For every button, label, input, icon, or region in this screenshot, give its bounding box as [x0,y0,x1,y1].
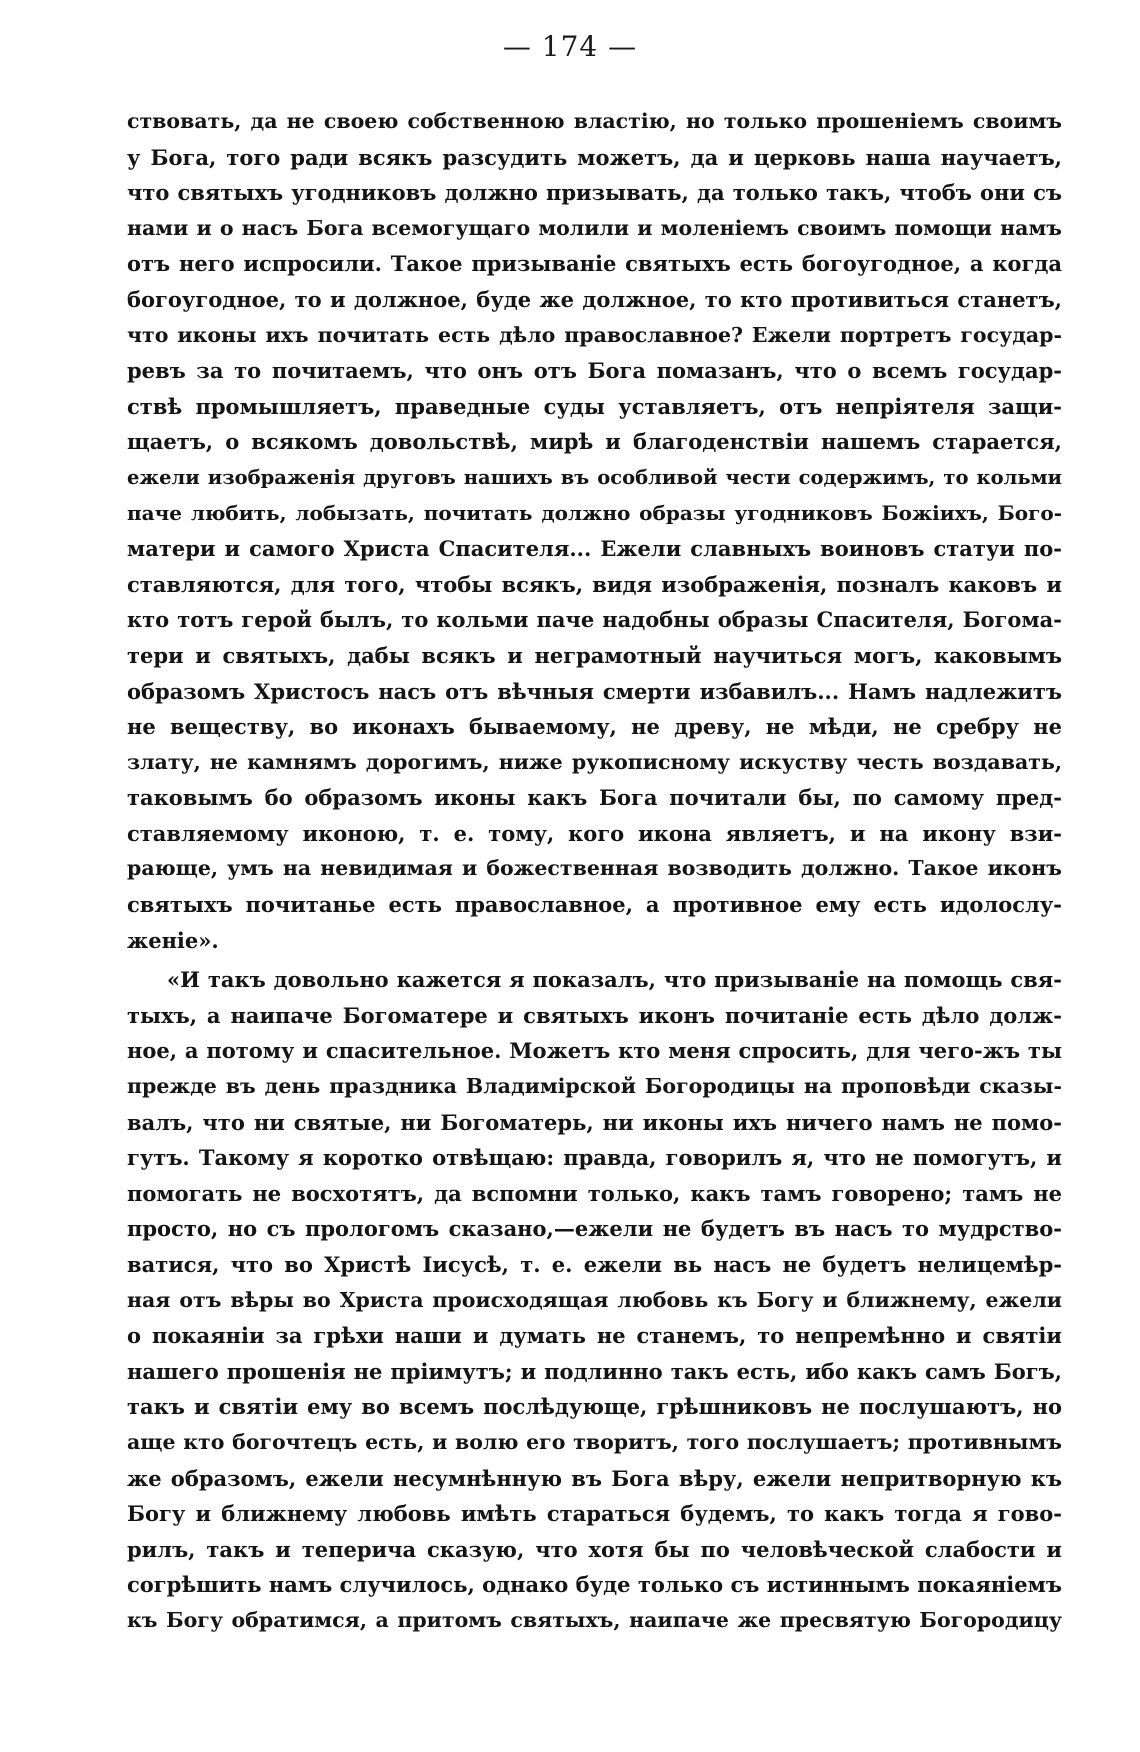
text-line: отъ него испросили. Такое призываніе святыхъ есть богоугодное, а когда [127,251,1062,277]
text-line: согрѣшить намъ случилось, однако буде только съ истиннымъ покаяніемъ [127,1572,1062,1598]
text-line: прежде въ день праздника Владимірской Богородицы на проповѣди сказы- [127,1074,1062,1099]
text-line: ревъ за то почитаемъ, что онъ отъ Бога помазанъ, что о всемъ государ- [127,358,1062,384]
text-line: аще кто богочтецъ есть, и волю его творитъ, того послушаетъ; противнымъ [127,1429,1062,1454]
text-line: что святыхъ угодниковъ должно призывать, да только такъ, чтобъ они съ [127,180,1062,206]
text-line: образомъ Христосъ насъ отъ вѣчныя смерти избавилъ... Намъ надлежитъ [127,678,1062,704]
text-line: нашего прошенія не пріимутъ; и подлинно такъ есть, ибо какъ самъ Богъ, [127,1358,1062,1384]
text-line: тыхъ, а наипаче Богоматере и святыхъ иконъ почитаніе есть дѣло долж- [127,1002,1062,1028]
text-line: къ Богу обратимся, а притомъ святыхъ, наипаче же пресвятую Богородицу [127,1607,1062,1632]
text-line: помогать не восхотятъ, да вспомни только, какъ тамъ говорено; тамъ не [127,1180,1062,1206]
text-line: женіе». [127,927,219,953]
text-line: что иконы ихъ почитать есть дѣло православное? Ежели портретъ государ- [127,322,1062,347]
body-text [127,104,1062,1639]
text-line: о покаяніи за грѣхи наши и думать не станемъ, то непремѣнно и святіи [127,1323,1062,1349]
text-line: Богу и ближнему любовь имѣть стараться будемъ, то какъ тогда я гово- [127,1501,1062,1527]
text-line: ватися, что во Христѣ Іисусѣ, т. е. ежели вь насъ не будетъ нелицемѣр- [127,1252,1062,1277]
text-line: не веществу, во иконахъ бываемому, не древу, не мѣди, не сребру не [127,714,1062,740]
text-line: злату, не камнямъ дорогимъ, ниже рукописному искуству честь воздавать, [127,749,1062,774]
text-line: тери и святыхъ, дабы всякъ и неграмотный научиться могъ, каковымъ [127,642,1062,668]
text-line: у Бога, того ради всякъ разсудить можетъ, да и церковь наша научаетъ, [127,144,1062,170]
text-line: просто, но съ прологомъ сказано,—ежели не будетъ въ насъ то мудрство- [127,1216,1062,1242]
text-line: гутъ. Такому я коротко отвѣщаю: правда, говорилъ я, что не помогутъ, и [127,1145,1062,1171]
text-line: ставляемому иконою, т. е. тому, кого икона являетъ, и на икону взи- [127,820,1062,846]
text-line: рающе, умъ на невидимая и божественная возводить должно. Такое иконъ [127,856,1062,881]
text-line: рилъ, такъ и теперича сказую, что хотя бы по человѣческой слабости и [127,1536,1062,1562]
text-line: ная отъ вѣры во Христа происходящая любовь къ Богу и ближнему, ежели [127,1287,1062,1312]
text-line: паче любить, лобызать, почитать должно образы угодниковъ Божіихъ, Бого- [127,500,1062,525]
text-line: ствовать, да не своею собственною властію, но только прошеніемъ своимъ [127,109,1062,133]
text-line: такъ и святіи ему во всемъ послѣдующе, грѣшниковъ не послушаютъ, но [127,1394,1062,1420]
text-line: кто тотъ герой былъ, то кольми паче надобны образы Спасителя, Богома- [127,607,1062,633]
text-line: матери и самого Христа Спасителя... Ежели славныхъ воиновъ статуи по- [127,536,1062,562]
text-line: ствѣ промышляетъ, праведные суды уставляетъ, отъ непріятеля защи- [127,393,1062,419]
text-line: же образомъ, ежели несумнѣнную въ Бога вѣру, ежели непритворную къ [127,1465,1062,1491]
text-line: святыхъ почитанье есть православное, а противное ему есть идолослу- [127,892,1062,918]
text-line: валъ, что ни святые, ни Богоматерь, ни иконы ихъ ничего намъ не помо- [127,1109,1062,1135]
text-line: ежели изображенія друговъ нашихъ въ особливой чести содержимъ, то кольми [127,465,1062,489]
text-line: ное, а потому и спасительное. Можетъ кто меня спросить, для чего-жъ ты [127,1038,1062,1064]
text-line: нами и о насъ Бога всемогущаго молили и моленіемъ своимъ помощи намъ [127,215,1062,240]
text-line: щаетъ, о всякомъ довольствѣ, мирѣ и благоденствіи нашемъ старается, [127,429,1062,455]
text-line: ставляются, для того, чтобы всякъ, видя изображенія, позналъ каковъ и [127,571,1062,597]
text-line: «И такъ довольно кажется я показалъ, что призываніе на помощь свя- [167,967,1062,993]
page-number: — 174 — [502,30,638,63]
text-line: богоугодное, то и должное, буде же должное, то кто противиться станетъ, [127,286,1062,312]
text-line: таковымъ бо образомъ иконы какъ Бога почитали бы, по самому пред- [127,785,1062,811]
